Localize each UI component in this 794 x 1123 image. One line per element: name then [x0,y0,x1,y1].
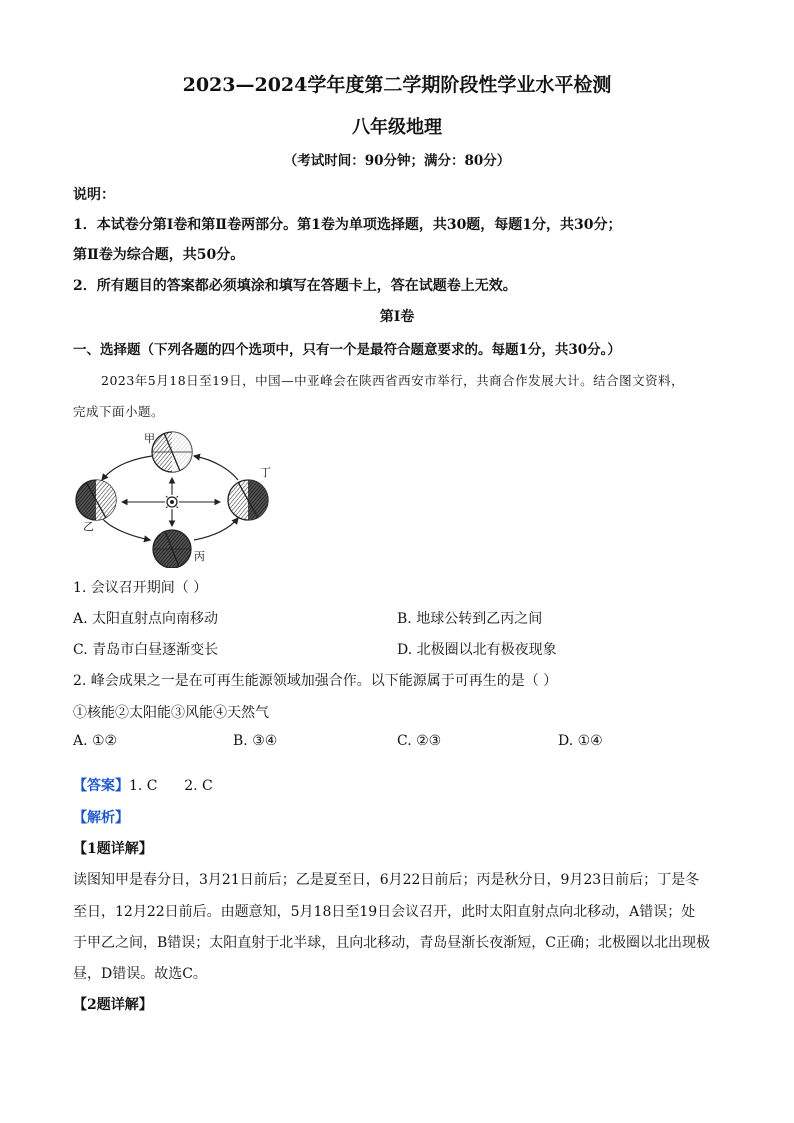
q1-option-a[interactable]: A. 太阳直射点向南移动 [73,611,219,627]
note-line-2: 第Ⅱ卷为综合题，共50分。 [73,247,245,263]
answer-values: 1. C 2. C [129,778,213,794]
detail-2-tag: 【2题详解】 [73,997,153,1013]
intro-line-1: 2023年5月18日至19日，中国—中亚峰会在陕西省西安市举行，共商合作发展大计。结合图文资料， [101,373,685,388]
earth-globe-icon [228,480,268,520]
question-2-stem: 2. 峰会成果之一是在可再生能源领域加强合作。以下能源属于可再生的是（ ） [73,673,558,689]
label-bing: 丙 [194,550,205,563]
section-heading: 一、选择题（下列各题的四个选项中，只有一个是最符合题意要求的。每题1分，共30分。） [73,342,621,358]
subject-title: 八年级地理 [352,117,442,138]
earth-globe-icon [152,432,192,472]
exam-info: （考试时间：90分钟；满分：80分） [283,153,511,169]
earth-globe-icon [153,530,191,568]
label-ding: 丁 [260,466,271,479]
answer-line [73,775,213,795]
q1-option-d[interactable]: D. 北极圈以北有极夜现象 [397,642,557,658]
detail-1-tag: 【1题详解】 [73,841,153,857]
note-line-3: 2．所有题目的答案都必须填涂和填写在答题卡上，答在试题卷上无效。 [73,278,517,294]
earth-orbit-diagram [70,428,280,568]
q1-option-c[interactable]: C. 青岛市白昼逐渐变长 [73,642,219,658]
detail-1-line-4: 昼，D错误。故选C。 [73,966,207,982]
q1-option-b[interactable]: B. 地球公转到乙丙之间 [397,611,543,627]
answer-tag: 【答案】 [73,778,129,794]
question-1-stem: 1. 会议召开期间（ ） [73,580,208,596]
q2-option-d[interactable]: D. ①④ [558,733,603,749]
notes-label: 说明： [73,187,115,203]
detail-1-line-3: 于甲乙之间，B错误；太阳直射于北半球，且向北移动，青岛昼渐长夜渐短，C正确；北极圈以北出现极 [73,935,710,951]
q2-option-b[interactable]: B. ③④ [233,733,278,749]
label-yi: 乙 [83,520,94,533]
analysis-tag: 【解析】 [73,810,129,826]
q2-option-a[interactable]: A. ①② [73,733,118,749]
q2-option-c[interactable]: C. ②③ [397,733,442,749]
note-line-1: 1．本试卷分第Ⅰ卷和第Ⅱ卷两部分。第1卷为单项选择题，共30题，每题1分，共30分； [73,217,622,233]
label-jia: 甲 [144,432,155,445]
intro-line-2: 完成下面小题。 [73,404,165,419]
detail-1-line-1: 读图知甲是春分日，3月21日前后；乙是夏至日，6月22日前后；丙是秋分日，9月23日前后；丁是冬 [73,872,700,888]
earth-globe-icon [76,480,116,520]
volume-heading: 第Ⅰ卷 [379,309,415,325]
exam-title: 2023—2024学年度第二学期阶段性学业水平检测 [182,74,612,96]
detail-1-line-2: 至日，12月22日前后。由题意知，5月18日至19日会议召开，此时太阳直射点向北移动，A错误；处 [73,904,696,920]
sun-icon [163,493,181,511]
question-2-extra: ①核能②太阳能③风能④天然气 [73,705,269,721]
